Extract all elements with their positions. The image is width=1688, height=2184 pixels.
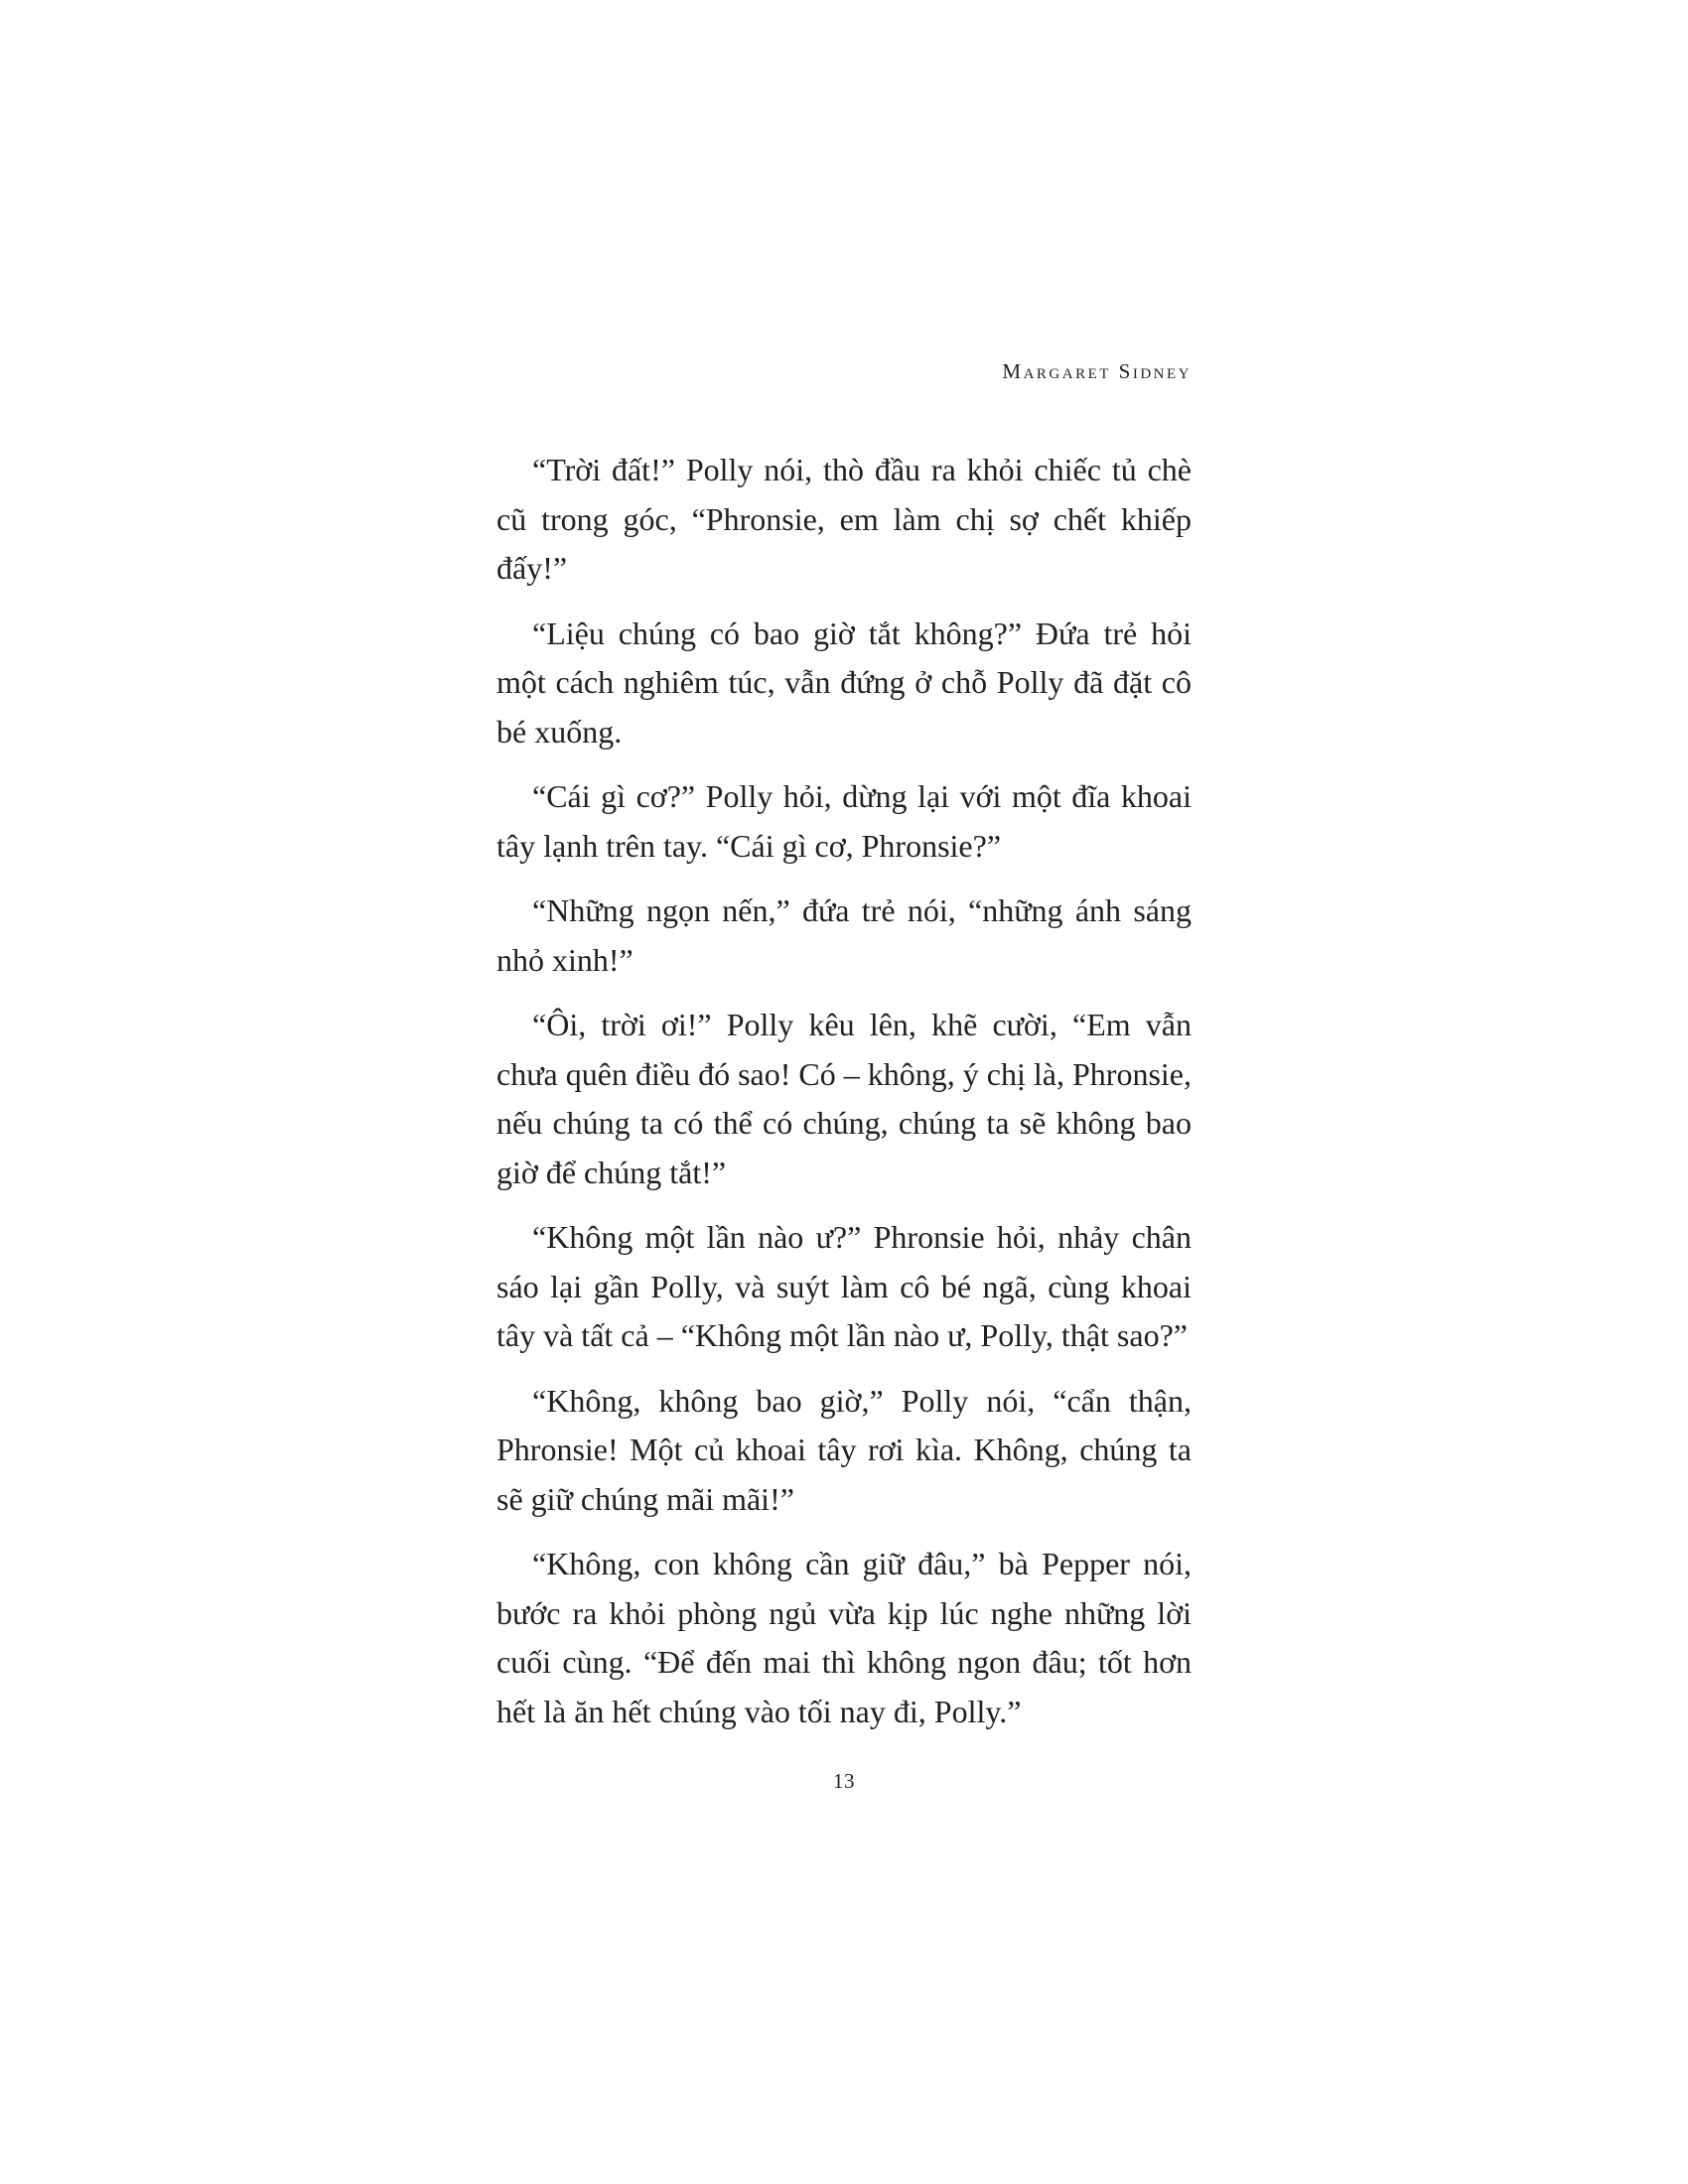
running-head-author: Margaret Sidney [1002,359,1192,383]
page-number: 13 [833,1769,855,1793]
paragraph-2: “Liệu chúng có bao giờ tắt không?” Đứa trẻ hỏi một cách nghiêm túc, vẫn đứng ở chỗ Polly đã đặt cô bé xuống. [496,614,1192,750]
paragraph-7: “Không, không bao giờ,” Polly nói, “cẩn thận, Phronsie! Một củ khoai tây rơi kìa. Không, chúng ta sẽ giữ chúng mãi mãi!” [496,1382,1192,1517]
paragraph-5: “Ôi, trời ơi!” Polly kêu lên, khẽ cười, “Em vẫn chưa quên điều đó sao! Có – không, ý chị là, Phronsie, nếu chúng ta có thể có chúng, chúng ta sẽ không bao giờ để chúng tắt!” [496,1007,1192,1190]
paragraph-6: “Không một lần nào ư?” Phronsie hỏi, nhảy chân sáo lại gần Polly, và suýt làm cô bé ngã, cùng khoai tây và tất cả – “Không một lần nào ư, Polly, thật sao?” [496,1219,1192,1353]
paragraph-1: “Trời đất!” Polly nói, thò đầu ra khỏi chiếc tủ chè cũ trong góc, “Phronsie, em làm chị sợ chết khiếp đấy!” [496,452,1192,586]
paragraph-4: “Những ngọn nến,” đứa trẻ nói, “những ánh sáng nhỏ xinh!” [496,892,1192,978]
paragraph-3: “Cái gì cơ?” Polly hỏi, dừng lại với một đĩa khoai tây lạnh trên tay. “Cái gì cơ, Phronsie?” [496,778,1192,864]
body-text [496,446,1192,1752]
paragraph-8: “Không, con không cần giữ đâu,” bà Pepper nói, bước ra khỏi phòng ngủ vừa kịp lúc nghe những lời cuối cùng. “Để đến mai thì không ngon đâu; tốt hơn hết là ăn hết chúng vào tối nay đi, Polly.” [496,1546,1192,1729]
